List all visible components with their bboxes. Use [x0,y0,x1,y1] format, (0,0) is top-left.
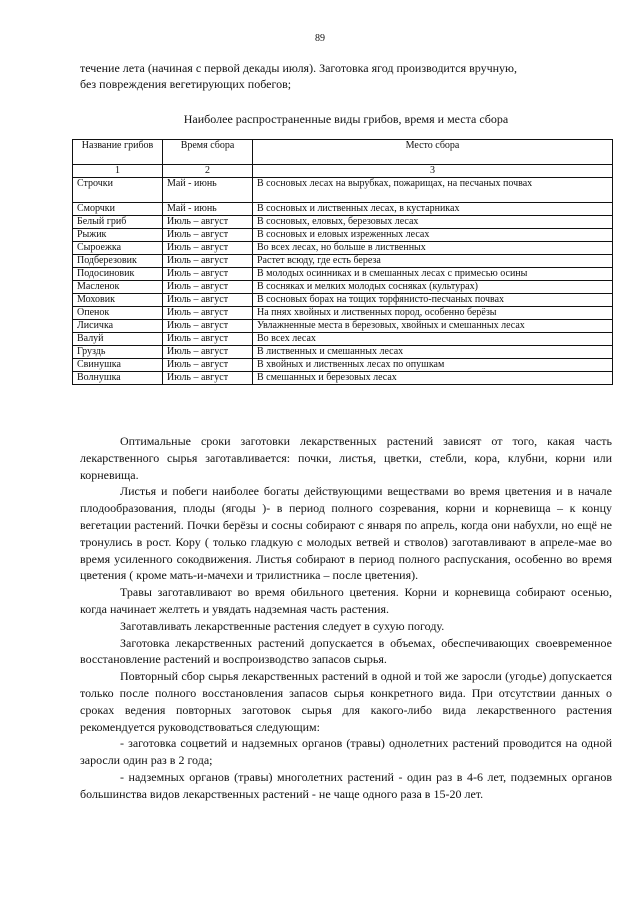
intro-text [80,60,612,92]
header-collection-time: Время сбора [163,140,253,165]
mushroom-name: Сморчки [73,203,163,216]
collection-place: В молодых осинниках и в смешанных лесах с примесью осины [253,268,613,281]
table-row [73,242,613,255]
paragraph: Заготавливать лекарственные растения следует в сухую погоду. [120,618,445,633]
table-row [73,216,613,229]
collection-time: Июль – август [163,333,253,346]
table-row [73,255,613,268]
table-caption: Наиболее распространенные виды грибов, время и места сбора [183,112,509,126]
table-row [73,359,613,372]
column-number-row [73,165,613,178]
paragraph: Листья и побеги наиболее богаты действующими веществами во время цветения и в начале плодообразования, плоды (ягоды )- в период полного созревания, корни и корневища – к концу вегетации растений. Почки берёзы и сосны собирают с января по апрель, когда они набухли, но ещё не тронулись в рост. Кору ( только гладкую с молодых ветвей и стволов) заготавливают в апреле-мае во время усиленного сокодвижения. Листья собирают в период полного распускания, особенно во время цветения ( кроме мать-и-мачехи и трилистника – после цветения). [80,484,612,583]
table-header-row [73,140,613,165]
intro-line: течение лета (начиная с первой декады июля). Заготовка ягод производится вручную, [80,61,518,75]
mushroom-name: Моховик [73,294,163,307]
collection-place: В сосновых и еловых изреженных лесах [253,229,613,242]
column-number: 2 [163,165,253,178]
mushroom-name: Свинушка [73,359,163,372]
collection-time: Июль – август [163,320,253,333]
collection-time: Июль – август [163,255,253,268]
collection-place: В смешанных и березовых лесах [253,372,613,385]
body-text [80,433,612,803]
mushroom-name: Сыроежка [73,242,163,255]
table-row [73,229,613,242]
table-row [73,178,613,203]
table-row [73,281,613,294]
collection-place: На пнях хвойных и лиственных пород, особенно берёзы [253,307,613,320]
mushroom-name: Строчки [73,178,163,203]
table-row [73,333,613,346]
collection-time: Июль – август [163,294,253,307]
mushroom-name: Опенок [73,307,163,320]
collection-place: В сосняках и мелких молодых сосняках (культурах) [253,281,613,294]
table-row [73,203,613,216]
paragraph: Повторный сбор сырья лекарственных растений в одной и той же заросли (угодье) допускается только после полного восстановления запасов сырья конкретного вида. При отсутствии данных о сроках ведения повторных заготовок сырья для какого-либо вида лекарственного растения рекомендуется руководствоваться следующим: [80,669,612,734]
collection-place: В сосновых лесах на вырубках, пожарищах, на песчаных почвах [253,178,613,203]
collection-time: Июль – август [163,281,253,294]
header-collection-place: Место сбора [253,140,613,165]
mushroom-name: Лисичка [73,320,163,333]
header-mushroom-name: Название грибов [73,140,163,165]
collection-place: Увлажненные места в березовых, хвойных и смешанных лесах [253,320,613,333]
mushroom-name: Белый гриб [73,216,163,229]
collection-place: В хвойных и лиственных лесах по опушкам [253,359,613,372]
collection-time: Июль – август [163,242,253,255]
table-row [73,372,613,385]
collection-time: Июль – август [163,307,253,320]
table-row [73,268,613,281]
table-row [73,307,613,320]
list-item: - надземных органов (травы) многолетних растений - один раз в 4-6 лет, подземных органов большинства видов лекарственных растений - не чаще одного раза в 15-20 лет. [80,769,612,801]
collection-time: Май - июнь [163,178,253,203]
table-row [73,320,613,333]
mushroom-table [72,139,613,385]
collection-place: В сосновых, еловых, березовых лесах [253,216,613,229]
collection-time: Июль – август [163,372,253,385]
column-number: 1 [73,165,163,178]
mushroom-name: Подберезовик [73,255,163,268]
collection-time: Июль – август [163,346,253,359]
collection-time: Июль – август [163,216,253,229]
table-row [73,346,613,359]
collection-place: В лиственных и смешанных лесах [253,346,613,359]
paragraph: Оптимальные сроки заготовки лекарственных растений зависят от того, какая часть лекарственного сырья заготавливается: почки, листья, цветки, стебли, кора, клубни, корни или корневища. [80,434,612,482]
collection-place: Во всех лесах, но больше в лиственных [253,242,613,255]
page-number: 89 [315,33,325,44]
collection-time: Июль – август [163,268,253,281]
paragraph: Травы заготавливают во время обильного цветения. Корни и корневища собирают осенью, когда начинает желтеть и увядать надземная часть растения. [80,585,612,616]
collection-place: Во всех лесах [253,333,613,346]
list-item: - заготовка соцветий и надземных органов (травы) однолетних растений проводится на одной заросли один раз в 2 года; [80,736,612,768]
collection-place: В сосновых и лиственных лесах, в кустарниках [253,203,613,216]
paragraph: Заготовка лекарственных растений допускается в объемах, обеспечивающих своевременное восстановление растений и воспроизводство запасов сырья. [80,635,612,667]
mushroom-name: Масленок [73,281,163,294]
collection-place: В сосновых борах на тощих торфянисто-песчаных почвах [253,294,613,307]
column-number: 3 [253,165,613,178]
mushroom-name: Валуй [73,333,163,346]
table-row [73,294,613,307]
collection-time: Май - июнь [163,203,253,216]
mushroom-name: Подосиновик [73,268,163,281]
intro-line: без повреждения вегетирующих побегов; [80,77,292,91]
mushroom-name: Груздь [73,346,163,359]
collection-place: Растет всюду, где есть береза [253,255,613,268]
collection-time: Июль – август [163,359,253,372]
mushroom-name: Рыжик [73,229,163,242]
collection-time: Июль – август [163,229,253,242]
mushroom-name: Волнушка [73,372,163,385]
